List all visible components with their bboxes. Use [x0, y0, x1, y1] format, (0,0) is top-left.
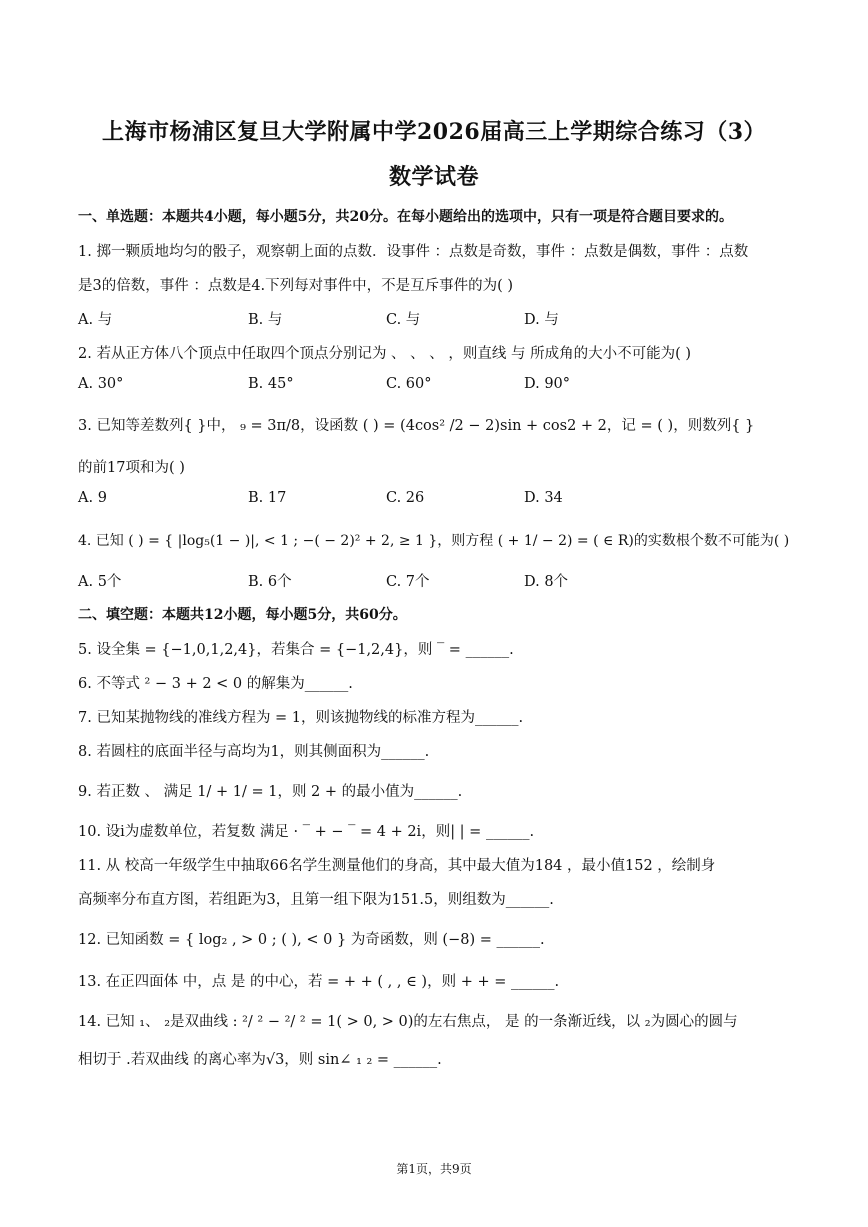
question-2-text: 2. 若从正方体八个顶点中任取四个顶点分别记为 、 、 、 ，则直线 与 所成角的大小不可能为( ) — [78, 346, 692, 362]
question-11-text: 11. 从 校高一年级学生中抽取66名学生测量他们的身高，其中最大值为184 ，最小值152 ，绘制身 — [78, 858, 716, 874]
question-3-text-cont: 的前17项和为( ) — [78, 460, 185, 476]
option-b: B. 17 — [248, 490, 287, 506]
question-6-text: 6. 不等式 ² − 3 + 2 < 0 的解集为______. — [78, 676, 353, 692]
question-10-text: 10. 设i为虚数单位，若复数 满足 · ‾ + − ‾ = 4 + 2i，则| | = ______. — [78, 824, 535, 840]
question-1-text-cont: 是3的倍数，事件 ：点数是4.下列每对事件中，不是互斥事件的为( ) — [78, 278, 514, 294]
section-heading-single-choice: 一、单选题：本题共4小题，每小题5分，共20分。在每小题给出的选项中，只有一项是符合题目要求的。 — [78, 209, 733, 225]
option-d: D. 34 — [524, 490, 563, 506]
exam-subtitle: 数学试卷 — [388, 164, 479, 190]
option-b: B. 6个 — [248, 574, 292, 590]
option-d: D. 90° — [524, 376, 571, 392]
option-c: C. 与 — [386, 312, 421, 328]
option-a: A. 与 — [78, 312, 113, 328]
section-heading-fill-in: 二、填空题：本题共12小题，每小题5分，共60分。 — [78, 607, 407, 623]
page-number: 第1页，共9页 — [396, 1162, 472, 1176]
option-b: B. 与 — [248, 312, 283, 328]
question-1-text: 1. 掷一颗质地均匀的骰子，观察朝上面的点数．设事件 ：点数是奇数，事件 ：点数是偶数，事件 ：点数 — [78, 244, 749, 260]
question-3-text: 3. 已知等差数列{ }中， ₉ = 3π/8，设函数 ( ) = (4cos² /2 − 2)sin + cos2 + 2，记 = ( )，则数列{ } — [78, 418, 755, 434]
option-c: C. 7个 — [386, 574, 430, 590]
question-14-text: 14. 已知 ₁、 ₂是双曲线 : ²/ ² − ²/ ² = 1( > 0, > 0)的左右焦点， 是 的一条渐近线，以 ₂为圆心的圆与 — [78, 1014, 738, 1030]
option-a: A. 5个 — [78, 574, 122, 590]
question-4-text: 4. 已知 ( ) = { |log₅(1 − )|, < 1 ; −( − 2)² + 2, ≥ 1 }，则方程 ( + 1/ − 2) = ( ∈ R)的实数根个数不可能为( ) — [78, 533, 790, 549]
question-7-text: 7. 已知某抛物线的准线方程为 = 1，则该抛物线的标准方程为______. — [78, 710, 524, 726]
question-11-text-cont: 高频率分布直方图，若组距为3，且第一组下限为151.5，则组数为______. — [78, 892, 554, 908]
question-12-text: 12. 已知函数 = { log₂ , > 0 ; ( ), < 0 } 为奇函数，则 (−8) = ______. — [78, 932, 545, 948]
question-8-text: 8. 若圆柱的底面半径与高均为1，则其侧面积为______. — [78, 744, 430, 760]
question-5-text: 5. 设全集 = {−1,0,1,2,4}，若集合 = {−1,2,4}，则 ‾ = ______. — [78, 642, 514, 658]
question-14-text-cont: 相切于 .若双曲线 的离心率为√3，则 sin∠ ₁ ₂ = ______. — [78, 1052, 442, 1068]
exam-title: 上海市杨浦区复旦大学附属中学2026届高三上学期综合练习（3） — [101, 119, 767, 145]
option-c: C. 26 — [386, 490, 425, 506]
option-a: A. 30° — [78, 376, 124, 392]
question-9-text: 9. 若正数 、 满足 1/ + 1/ = 1，则 2 + 的最小值为______. — [78, 784, 463, 800]
option-d: D. 与 — [524, 312, 559, 328]
option-c: C. 60° — [386, 376, 432, 392]
option-d: D. 8个 — [524, 574, 569, 590]
question-13-text: 13. 在正四面体 中，点 是 的中心，若 = + + ( , , ∈ )，则 + + = ______. — [78, 974, 560, 990]
option-b: B. 45° — [248, 376, 294, 392]
option-a: A. 9 — [78, 490, 107, 506]
